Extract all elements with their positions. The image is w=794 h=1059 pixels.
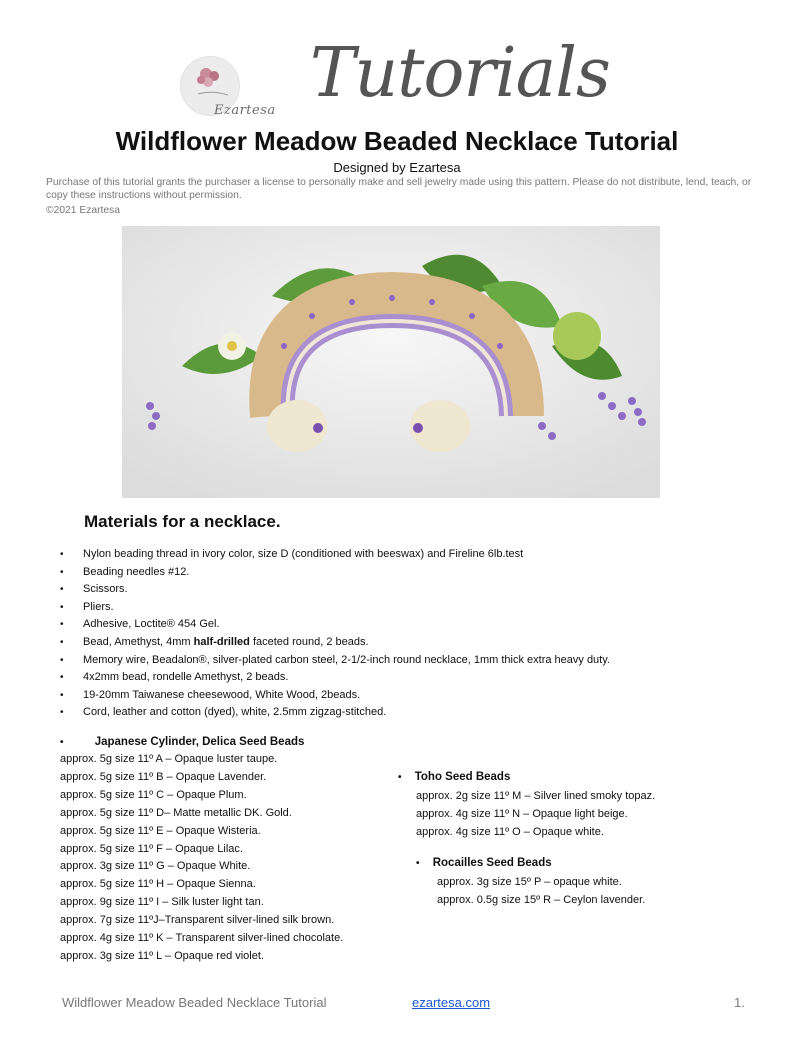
logo-brand-name: Ezartesa — [214, 103, 276, 118]
list-item: approx. 4g size 11º O – Opaque white. — [416, 825, 604, 838]
list-item: • Nylon beading thread in ivory color, size D (conditioned with beeswax) and Fireline 6lb.test — [60, 546, 610, 564]
toho-heading — [398, 771, 510, 783]
list-item: approx. 5g size 11º E – Opaque Wisteria. — [60, 824, 261, 837]
ezartesa-tutorials-logo — [178, 28, 610, 120]
list-item: approx. 5g size 11º D– Matte metallic DK. Gold. — [60, 806, 292, 819]
materials-list — [60, 546, 610, 722]
necklace-illustration — [122, 226, 660, 498]
list-item: • Memory wire, Beadalon®, silver-plated carbon steel, 2-1/2-inch round necklace, 1mm thick extra heavy duty. — [60, 652, 610, 670]
website-link[interactable]: ezartesa.com — [412, 995, 491, 1010]
list-item: approx. 3g size 11º G – Opaque White. — [60, 860, 251, 873]
page-title: Wildflower Meadow Beaded Necklace Tutorial — [115, 126, 679, 156]
list-item: • Beading needles #12. — [60, 564, 610, 582]
list-item: • Adhesive, Loctite® 454 Gel. — [60, 616, 610, 634]
bullet-icon: • — [416, 858, 420, 869]
list-item-emphasis: half-drilled — [193, 635, 250, 648]
list-item: • Cord, leather and cotton (dyed), white, 2.5mm zigzag-stitched. — [60, 704, 610, 722]
delica-heading-text: Japanese Cylinder, Delica Seed Beads — [94, 736, 305, 748]
copyright: ©2021 Ezartesa — [46, 205, 120, 216]
list-item: approx. 9g size 11º I – Silk luster light tan. — [60, 896, 264, 909]
list-item-text: faceted round, 2 beads. — [249, 635, 369, 648]
list-item: • 19-20mm Taiwanese cheesewood, White Wood, 2beads. — [60, 687, 610, 705]
license-notice: Purchase of this tutorial grants the purchaser a license to personally make and sell jewelry made using this pattern. Please do not distribute, lend, teach, or copy these instructions without permission. — [46, 177, 752, 201]
toho-heading-text: Toho Seed Beads — [414, 771, 511, 783]
necklace-photo — [122, 226, 660, 498]
logo-script-text: Tutorials — [310, 34, 610, 113]
list-item: approx. 0.5g size 15º R – Ceylon lavender. — [437, 893, 646, 906]
list-item: approx. 3g size 15º P – opaque white. — [437, 876, 622, 888]
list-item: approx. 4g size 11º K – Transparent silver-lined chocolate. — [60, 932, 344, 945]
bullet-icon: • — [398, 772, 402, 783]
designed-by: Designed by Ezartesa — [333, 160, 461, 175]
bullet-icon: • — [60, 737, 64, 748]
list-item: • Pliers. — [60, 599, 610, 617]
list-item: • Scissors. — [60, 581, 610, 599]
list-item: approx. 2g size 11º M – Silver lined smoky topaz. — [416, 790, 656, 802]
rocailles-heading — [416, 857, 552, 869]
list-item: • 4x2mm bead, rondelle Amethyst, 2 beads. — [60, 669, 610, 687]
list-item: approx. 5g size 11º C – Opaque Plum. — [60, 788, 247, 801]
footer-title: Wildflower Meadow Beaded Necklace Tutorial — [62, 995, 327, 1010]
list-item — [60, 634, 610, 652]
list-item: approx. 5g size 11º F – Opaque Lilac. — [60, 842, 243, 855]
page-number: 1. — [734, 995, 745, 1010]
materials-heading: Materials for a necklace. — [84, 512, 281, 531]
list-item: approx. 3g size 11º L – Opaque red violet. — [60, 949, 264, 962]
rocailles-list — [437, 874, 645, 910]
toho-list — [416, 788, 655, 842]
delica-heading — [60, 736, 304, 748]
delica-list — [60, 751, 343, 966]
list-item-text: Bead, Amethyst, 4mm — [83, 635, 194, 648]
list-item: approx. 4g size 11º N – Opaque light beige. — [416, 807, 628, 820]
list-item: approx. 5g size 11º H – Opaque Sienna. — [60, 878, 256, 891]
list-item: approx. 5g size 11º B – Opaque Lavender. — [60, 770, 267, 783]
flower-logo-icon — [192, 64, 232, 100]
rocailles-heading-text: Rocailles Seed Beads — [432, 857, 552, 869]
list-item: approx. 5g size 11º A – Opaque luster taupe. — [60, 753, 278, 765]
list-item: approx. 7g size 11ºJ–Transparent silver-lined silk brown. — [60, 914, 335, 927]
